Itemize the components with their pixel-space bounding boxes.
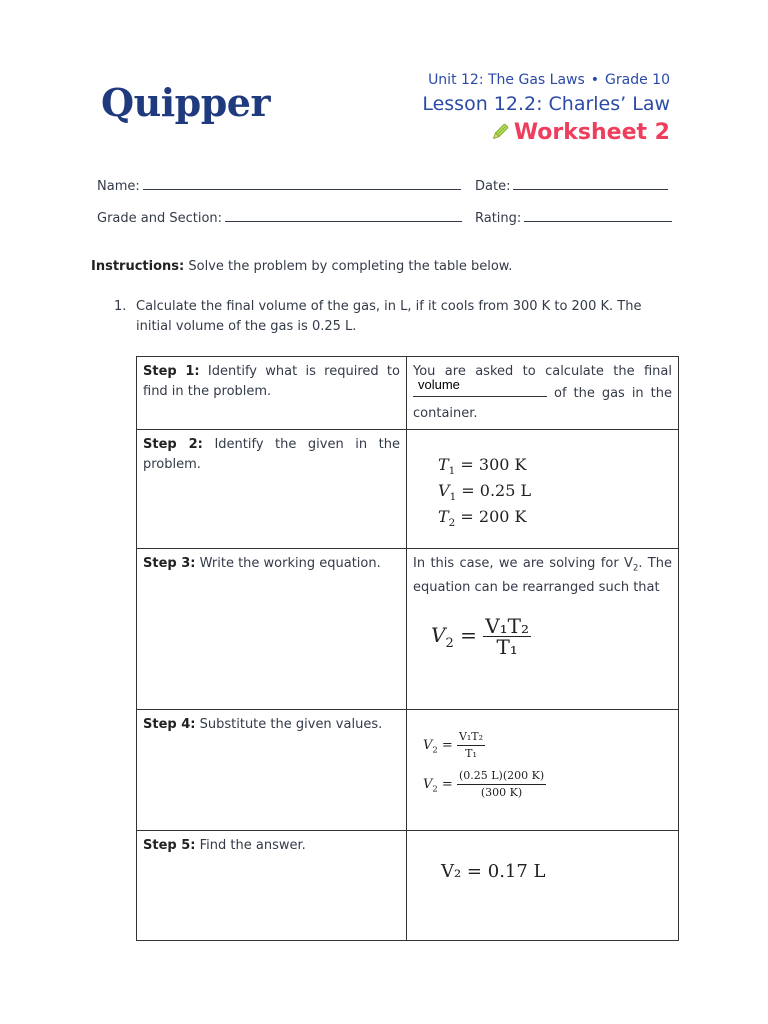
date-label: Date: [475, 179, 511, 194]
lesson-title: Lesson 12.2: Charles’ Law [422, 93, 670, 115]
grade-section-field[interactable] [97, 209, 462, 226]
answer-blank[interactable] [413, 377, 547, 397]
instructions-label: Instructions: [91, 259, 185, 274]
step-5-answer [407, 831, 679, 941]
quipper-logo: Quipper [101, 80, 271, 125]
rating-label: Rating: [475, 211, 522, 226]
substitution-line-1: $V_2$ = $\frac{\text{V₁T₂}}{\text{T₁}}$ [423, 730, 484, 760]
given-t1 [438, 455, 672, 481]
grade-section-line[interactable] [225, 209, 462, 222]
step-3-answer [407, 549, 679, 710]
given-var: T [438, 507, 449, 527]
given-value: = 300 K [460, 455, 527, 474]
worksheet-title [422, 118, 670, 151]
step-label: Step 2: [143, 437, 203, 452]
answer-text: You are asked to calculate the final [413, 364, 672, 379]
table-row [137, 357, 679, 430]
numerator: V₁T₂ [485, 613, 530, 638]
step-4-answer [407, 710, 679, 831]
fraction [457, 768, 546, 801]
step-text: Write the working equation. [199, 556, 381, 571]
denominator: T₁ [496, 634, 518, 659]
given-t2 [438, 507, 672, 533]
step-1-prompt [137, 357, 407, 430]
given-sub: 1 [448, 465, 456, 478]
separator-dot: • [590, 72, 600, 88]
denominator: T₁ [465, 747, 477, 760]
fraction [483, 613, 531, 659]
answer-sub: 2 [632, 562, 639, 573]
unit-line [422, 70, 670, 90]
table-row [137, 549, 679, 710]
given-var: V [438, 481, 450, 501]
answer-text: . The equation can be rearranged such that [413, 556, 672, 595]
instructions-text: Solve the problem by completing the table below. [188, 259, 513, 274]
step-1-answer [407, 357, 679, 430]
step-5-prompt [137, 831, 407, 941]
step-text: Substitute the given values. [199, 717, 383, 732]
name-field[interactable] [97, 177, 461, 194]
question-1 [114, 297, 679, 337]
substitution-line-2: $V_2$ = $\frac{(0.25 L)(200 K)}{(300 K)}$ [423, 769, 545, 799]
answer-fill: volume [418, 377, 460, 392]
eq-lhs-sub: 2 [445, 635, 454, 651]
denominator: (300 K) [480, 786, 523, 799]
table-row [137, 710, 679, 831]
unit-title: Unit 12: The Gas Laws [428, 72, 585, 88]
rating-field[interactable] [475, 209, 672, 226]
eq-lhs: V [431, 622, 446, 647]
table-row [137, 430, 679, 549]
question-number: 1. [114, 299, 127, 314]
grade-section-label: Grade and Section: [97, 211, 223, 226]
worksheet-label: Worksheet 2 [513, 120, 670, 145]
numerator: V₁T₂ [457, 729, 485, 746]
step-label: Step 5: [143, 838, 196, 853]
grade-label: Grade 10 [605, 72, 670, 88]
step-2-answer [407, 430, 679, 549]
step-label: Step 3: [143, 556, 196, 571]
step-2-prompt [137, 430, 407, 549]
question-text: Calculate the final volume of the gas, in L, if it cools from 300 K to 200 K. The initial volume of the gas is 0.25 L. [136, 299, 642, 334]
step-text: Identify what is required to find in the problem. [143, 364, 400, 399]
given-value: = 0.25 L [461, 481, 532, 501]
fraction [457, 729, 485, 762]
step-4-prompt [137, 710, 407, 831]
given-v1 [438, 481, 672, 507]
date-field[interactable] [475, 177, 668, 194]
name-label: Name: [97, 179, 140, 194]
given-sub: 1 [449, 491, 457, 504]
final-answer: V₂ = 0.17 L [441, 861, 546, 882]
date-line[interactable] [513, 177, 668, 190]
numerator: (0.25 L)(200 K) [457, 768, 546, 785]
rating-line[interactable] [524, 209, 672, 222]
answer-text: In this case, we are solving for V [413, 556, 633, 571]
step-label: Step 4: [143, 717, 196, 732]
instructions [91, 259, 512, 274]
steps-table [136, 356, 679, 941]
lesson-header [422, 70, 670, 151]
step-3-prompt [137, 549, 407, 710]
table-row [137, 831, 679, 941]
step-label: Step 1: [143, 364, 200, 379]
substitution [413, 715, 672, 801]
given-value: = 200 K [460, 507, 527, 527]
given-var: T [438, 455, 449, 474]
pencil-icon [490, 121, 510, 151]
answer-text: of the gas in the container. [413, 386, 672, 421]
working-equation: $V_2$ = $\frac{\text{V₁T₂}}{\text{T₁}}$ [431, 613, 530, 659]
given-values [413, 435, 672, 534]
given-sub: 2 [448, 517, 456, 530]
step-text: Identify the given in the problem. [143, 437, 400, 472]
name-line[interactable] [143, 177, 461, 190]
step-text: Find the answer. [199, 838, 306, 853]
